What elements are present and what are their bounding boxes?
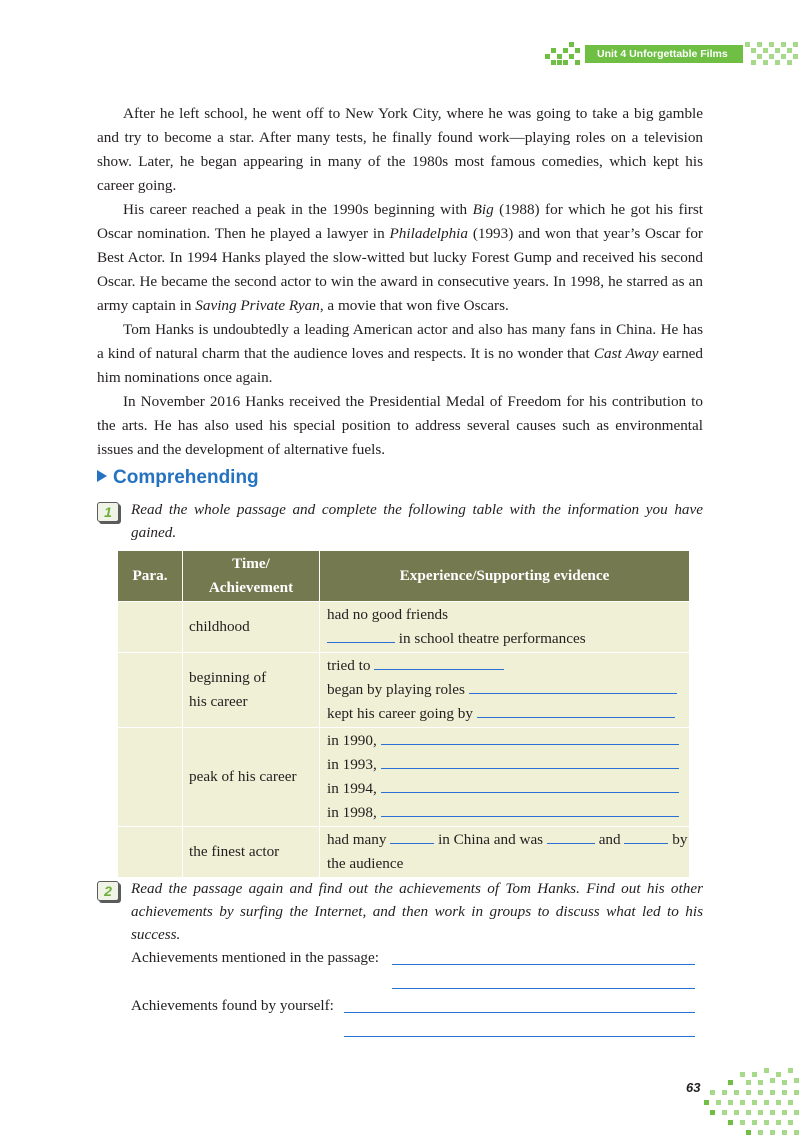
section-heading-comprehending: Comprehending (97, 467, 259, 489)
answer-blank[interactable] (392, 987, 695, 989)
unit-header: Unit 4 Unforgettable Films (585, 45, 743, 63)
film-title: Big (472, 201, 494, 218)
task-number-badge: 1 (97, 502, 119, 522)
table-row (118, 653, 690, 728)
column-header-experience: Experience/Supporting evidence (320, 551, 690, 602)
column-header-time: Time/ Achievement (183, 551, 320, 602)
time-cell: peak of his career (183, 728, 320, 827)
film-title: Philadelphia (389, 225, 468, 242)
time-cell: beginning of his career (183, 653, 320, 728)
reading-passage (97, 102, 703, 462)
film-title: Saving Private Ryan (195, 297, 320, 314)
para-answer-cell[interactable] (118, 602, 183, 653)
paragraph-1: After he left school, he went off to New York City, where he was going to take a big gamble and try to become a star. After many tests, he finally found work—playing roles on a television show. Later, he began appearing in many of the 1980s most famous comedies, which kept his career going. (97, 105, 703, 194)
time-cell: the finest actor (183, 827, 320, 878)
answer-blank[interactable] (374, 656, 504, 670)
answer-blank[interactable] (381, 731, 679, 745)
answer-blank[interactable] (344, 1035, 695, 1037)
table-row (118, 602, 690, 653)
answer-blank[interactable] (381, 803, 679, 817)
film-title: Cast Away (593, 345, 659, 362)
table-row (118, 827, 690, 878)
answer-blank[interactable] (344, 1011, 695, 1013)
achievements-mentioned-label: Achievements mentioned in the passage: (131, 949, 379, 966)
time-cell: childhood (183, 602, 320, 653)
para-answer-cell[interactable] (118, 728, 183, 827)
experience-cell: had many in China and was and by the audience (320, 827, 690, 878)
answer-blank[interactable] (381, 755, 679, 769)
answer-blank[interactable] (381, 779, 679, 793)
task-number-badge: 2 (97, 881, 119, 901)
page-number: 63 (686, 1080, 701, 1095)
answer-blank[interactable] (390, 830, 434, 844)
table-header-row (118, 551, 690, 602)
experience-cell: in 1990, in 1993, in 1994, in 1998, (320, 728, 690, 827)
achievements-found-label: Achievements found by yourself: (131, 997, 334, 1014)
answer-blank[interactable] (624, 830, 668, 844)
paragraph-2: His career reached a peak in the 1990s beginning with Big (1988) for which he got his first Oscar nomination. Then he played a lawyer in Philadelphia (1993) and won that year’s Oscar for Best Actor. In 1994 Hanks played the slow-witted but lucky Forest Gump and received his second Oscar. He became the second actor to win the award in consecutive years. In 1998, he starred as an army captain in Saving Private Ryan, a movie that won five Oscars. (97, 201, 703, 314)
triangle-bullet-icon (97, 470, 107, 482)
experience-cell: had no good friends in school theatre performances (320, 602, 690, 653)
table-row (118, 728, 690, 827)
answer-blank[interactable] (327, 629, 395, 643)
para-answer-cell[interactable] (118, 827, 183, 878)
answer-blank[interactable] (477, 704, 675, 718)
paragraph-3: Tom Hanks is undoubtedly a leading American actor and also has many fans in China. He has a kind of natural charm that the audience loves and respects. It is no wonder that Cast Away earned him nominations once again. (97, 321, 703, 386)
paragraph-4: In November 2016 Hanks received the Presidential Medal of Freedom for his contribution to the arts. He has also used his special position to address several causes such as environmental issues and the development of alternative fuels. (97, 393, 703, 458)
para-answer-cell[interactable] (118, 653, 183, 728)
column-header-para: Para. (118, 551, 183, 602)
corner-pixel-pattern (700, 1066, 800, 1138)
experience-cell: tried to began by playing roles kept his career going by (320, 653, 690, 728)
task-1-instruction: Read the whole passage and complete the following table with the information you have gained. (131, 501, 703, 541)
answer-blank[interactable] (469, 680, 677, 694)
achievement-table (117, 550, 690, 878)
answer-blank[interactable] (547, 830, 595, 844)
answer-blank[interactable] (392, 963, 695, 965)
task-2-instruction: Read the passage again and find out the achievements of Tom Hanks. Find out his other achievements by surfing the Internet, and then work in groups to discuss what led to his success. (131, 880, 703, 943)
